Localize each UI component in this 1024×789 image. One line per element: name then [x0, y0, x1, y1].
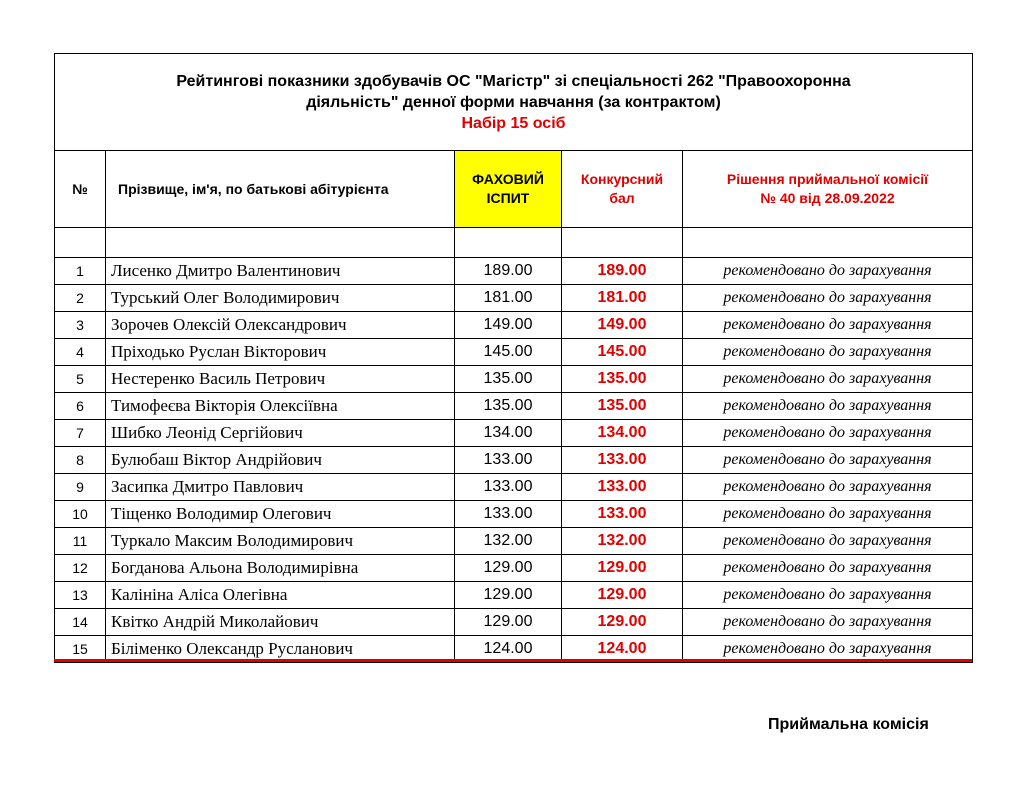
committee-decision: рекомендовано до зарахування	[683, 393, 973, 420]
blank-cell	[106, 228, 455, 258]
header-exam-line-1: ФАХОВИЙ	[472, 171, 544, 187]
competitive-score: 149.00	[562, 312, 683, 339]
header-name: Прізвище, ім'я, по батькові абітурієнта	[106, 151, 455, 228]
applicant-name: Зорочев Олексій Олександрович	[106, 312, 455, 339]
committee-decision: рекомендовано до зарахування	[683, 636, 973, 663]
table-row	[55, 474, 973, 501]
footer-signature: Приймальна комісія	[768, 716, 929, 733]
row-number: 11	[55, 528, 106, 555]
title-line-1: Рейтингові показники здобувачів ОС "Магістр" зі спеціальності 262 "Правоохоронна	[176, 72, 851, 90]
table-row	[55, 528, 973, 555]
blank-cell	[455, 228, 562, 258]
exam-score: 129.00	[455, 555, 562, 582]
row-number: 12	[55, 555, 106, 582]
competitive-score: 135.00	[562, 366, 683, 393]
row-number: 14	[55, 609, 106, 636]
committee-decision: рекомендовано до зарахування	[683, 447, 973, 474]
blank-cell	[562, 228, 683, 258]
competitive-score: 189.00	[562, 258, 683, 285]
header-num: №	[55, 151, 106, 228]
table-row	[55, 501, 973, 528]
applicant-name: Турський Олег Володимирович	[106, 285, 455, 312]
table-row	[55, 312, 973, 339]
competitive-score: 145.00	[562, 339, 683, 366]
table-row	[55, 609, 973, 636]
applicant-name: Нестеренко Василь Петрович	[106, 366, 455, 393]
row-number: 8	[55, 447, 106, 474]
header-exam	[455, 151, 562, 228]
applicant-name: Булюбаш Віктор Андрійович	[106, 447, 455, 474]
committee-decision: рекомендовано до зарахування	[683, 582, 973, 609]
applicant-name: Пріходько Руслан Вікторович	[106, 339, 455, 366]
committee-decision: рекомендовано до зарахування	[683, 285, 973, 312]
row-number: 1	[55, 258, 106, 285]
committee-decision: рекомендовано до зарахування	[683, 555, 973, 582]
header-exam-line-2: ІСПИТ	[486, 190, 530, 206]
applicant-name: Лисенко Дмитро Валентинович	[106, 258, 455, 285]
competitive-score: 181.00	[562, 285, 683, 312]
applicant-name: Засипка Дмитро Павлович	[106, 474, 455, 501]
exam-score: 133.00	[455, 501, 562, 528]
exam-score: 129.00	[455, 582, 562, 609]
exam-score: 135.00	[455, 366, 562, 393]
exam-score: 181.00	[455, 285, 562, 312]
title-line-2: діяльність" денної форми навчання (за контрактом)	[306, 93, 721, 111]
exam-score: 133.00	[455, 447, 562, 474]
row-number: 15	[55, 636, 106, 663]
exam-score: 132.00	[455, 528, 562, 555]
applicant-name: Туркало Максим Володимирович	[106, 528, 455, 555]
exam-score: 133.00	[455, 474, 562, 501]
applicant-name: Шибко Леонід Сергійович	[106, 420, 455, 447]
header-score-line-2: бал	[609, 190, 635, 206]
committee-decision: рекомендовано до зарахування	[683, 474, 973, 501]
committee-decision: рекомендовано до зарахування	[683, 312, 973, 339]
row-number: 6	[55, 393, 106, 420]
competitive-score: 129.00	[562, 555, 683, 582]
row-number: 4	[55, 339, 106, 366]
committee-decision: рекомендовано до зарахування	[683, 528, 973, 555]
header-decision-line-1: Рішення приймальної комісії	[726, 171, 929, 187]
header-decision	[683, 151, 973, 228]
competitive-score: 133.00	[562, 474, 683, 501]
applicant-name: Тіщенко Володимир Олегович	[106, 501, 455, 528]
title-quota: Набір 15 осіб	[461, 114, 566, 132]
exam-score: 129.00	[455, 609, 562, 636]
committee-decision: рекомендовано до зарахування	[683, 339, 973, 366]
competitive-score: 129.00	[562, 609, 683, 636]
table-row	[55, 258, 973, 285]
table-row	[55, 447, 973, 474]
applicant-name: Тимофеєва Вікторія Олексіївна	[106, 393, 455, 420]
table-row	[55, 393, 973, 420]
row-number: 3	[55, 312, 106, 339]
applicant-name: Богданова Альона Володимирівна	[106, 555, 455, 582]
exam-score: 189.00	[455, 258, 562, 285]
blank-cell	[55, 228, 106, 258]
row-number: 2	[55, 285, 106, 312]
exam-score: 134.00	[455, 420, 562, 447]
competitive-score: 133.00	[562, 447, 683, 474]
header-decision-line-2: № 40 від 28.09.2022	[760, 190, 895, 206]
row-number: 13	[55, 582, 106, 609]
committee-decision: рекомендовано до зарахування	[683, 501, 973, 528]
rating-table	[54, 53, 973, 663]
exam-score: 124.00	[455, 636, 562, 663]
table-row	[55, 555, 973, 582]
competitive-score: 132.00	[562, 528, 683, 555]
exam-score: 149.00	[455, 312, 562, 339]
exam-score: 145.00	[455, 339, 562, 366]
committee-decision: рекомендовано до зарахування	[683, 258, 973, 285]
committee-decision: рекомендовано до зарахування	[683, 420, 973, 447]
row-number: 9	[55, 474, 106, 501]
competitive-score: 134.00	[562, 420, 683, 447]
competitive-score: 135.00	[562, 393, 683, 420]
competitive-score: 129.00	[562, 582, 683, 609]
header-score-line-1: Конкурсний	[580, 171, 664, 187]
blank-cell	[683, 228, 973, 258]
header-score	[562, 151, 683, 228]
applicant-name: Калініна Аліса Олегівна	[106, 582, 455, 609]
row-number: 5	[55, 366, 106, 393]
row-number: 7	[55, 420, 106, 447]
table-row	[55, 285, 973, 312]
exam-score: 135.00	[455, 393, 562, 420]
table-row	[55, 420, 973, 447]
table-row	[55, 582, 973, 609]
table-row	[55, 339, 973, 366]
committee-decision: рекомендовано до зарахування	[683, 366, 973, 393]
committee-decision: рекомендовано до зарахування	[683, 609, 973, 636]
table-row	[55, 366, 973, 393]
applicant-name: Біліменко Олександр Русланович	[106, 636, 455, 663]
competitive-score: 124.00	[562, 636, 683, 663]
table-bottom-red-line	[54, 659, 972, 662]
table-title	[55, 54, 973, 151]
row-number: 10	[55, 501, 106, 528]
blank-row	[55, 228, 973, 258]
applicant-name: Квітко Андрій Миколайович	[106, 609, 455, 636]
competitive-score: 133.00	[562, 501, 683, 528]
